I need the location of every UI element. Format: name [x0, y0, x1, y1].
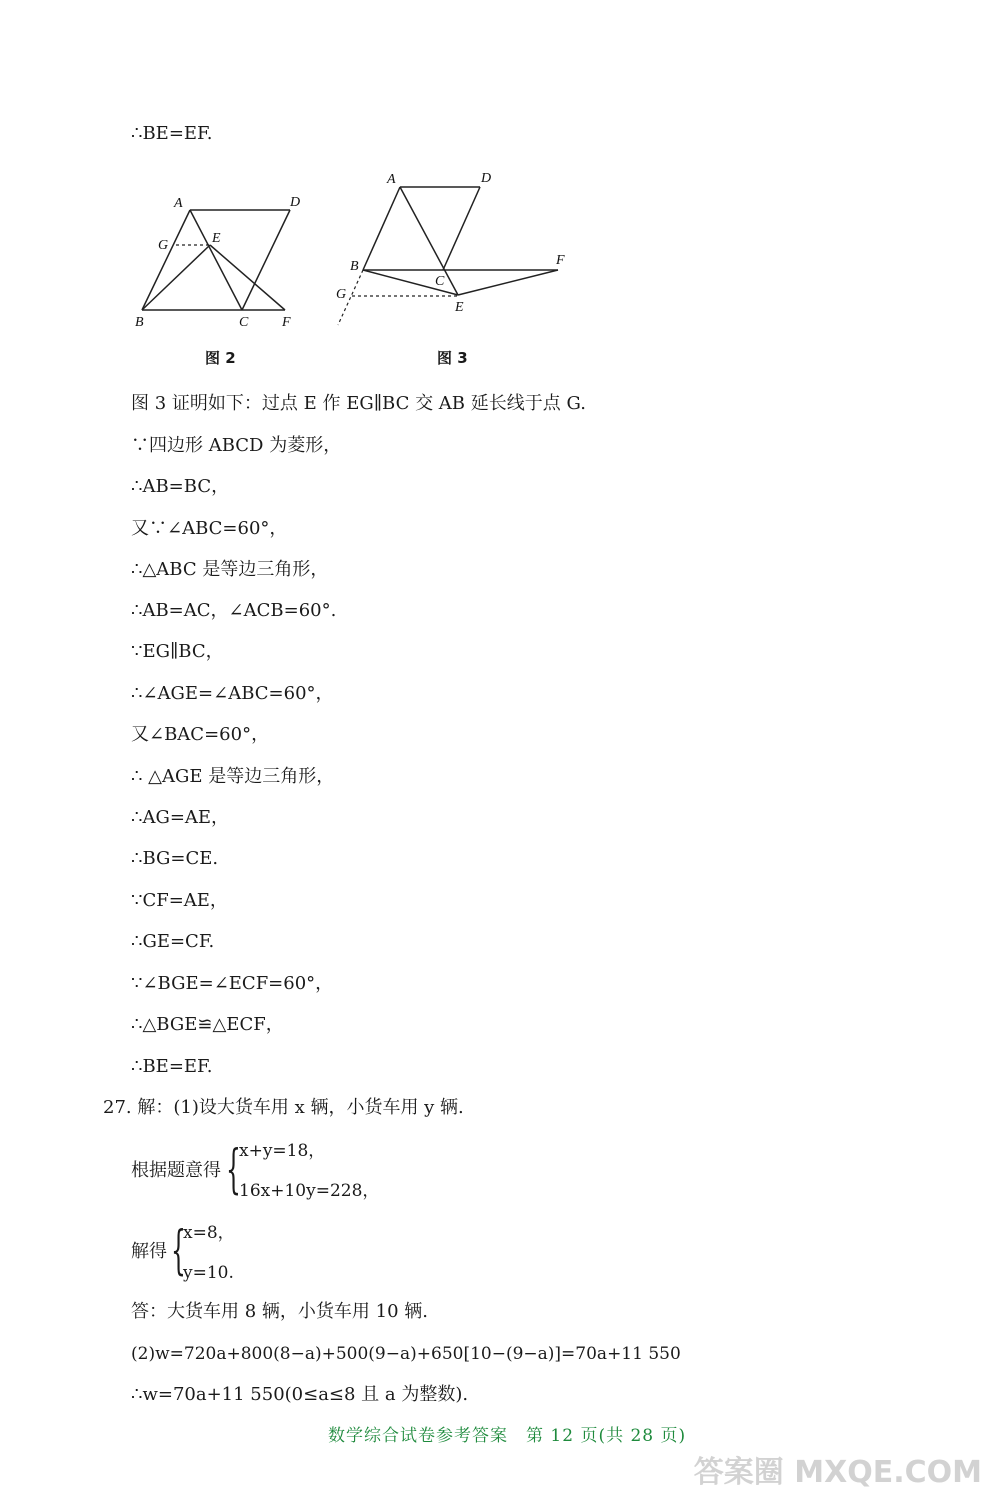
fig3-label-d: D — [481, 171, 492, 186]
proof-line-8: ∴∠AGE=∠ABC=60°， — [131, 683, 334, 704]
proof-line-6: ∴AB=AC，∠ACB=60°. — [131, 600, 337, 621]
fig2-label-c: C — [239, 315, 249, 330]
page-footer: 数学综合试卷参考答案 第 12 页(共 28 页) — [328, 1426, 687, 1446]
q27-solve-eq2: y=10. — [183, 1263, 234, 1283]
fig3-line-ac — [400, 187, 458, 295]
proof-line-17: ∴BE=EF. — [131, 1056, 213, 1077]
fig2-label-f: F — [282, 315, 291, 330]
fig3-caption: 图 3 — [437, 349, 468, 367]
fig3-line-dc — [443, 187, 480, 270]
proof-line-1: 图 3 证明如下：过点 E 作 EG∥BC 交 AB 延长线于点 G. — [131, 393, 586, 414]
fig3-label-b: B — [350, 259, 359, 274]
fig2-label-a: A — [174, 196, 183, 211]
q27-intro: 27. 解：(1)设大货车用 x 辆，小货车用 y 辆. — [103, 1097, 464, 1118]
q27-system-eq2: 16x+10y=228， — [239, 1181, 380, 1201]
fig2-label-d: D — [290, 195, 301, 210]
solution-brace-icon: { — [171, 1221, 186, 1281]
fig2-caption: 图 2 — [205, 349, 236, 367]
q27-answer: 答：大货车用 8 辆，小货车用 10 辆. — [131, 1301, 428, 1322]
proof-line-9: 又∠BAC=60°， — [131, 724, 270, 745]
fig2-line-ab — [142, 210, 190, 310]
fig2-label-e: E — [212, 231, 221, 246]
proof-line-5: ∴△ABC 是等边三角形， — [131, 559, 329, 580]
system-brace-icon: { — [226, 1140, 241, 1200]
q27-solve-label: 解得 — [131, 1241, 167, 1262]
fig2-line-dc — [242, 210, 290, 310]
fig3-label-f: F — [556, 253, 565, 268]
proof-line-10: ∴ △AGE 是等边三角形， — [131, 766, 335, 787]
q27-system-eq1: x+y=18， — [239, 1141, 326, 1161]
fig3-label-g: G — [336, 287, 347, 302]
fig3-line-ef — [458, 270, 558, 295]
fig3-label-e: E — [455, 300, 464, 315]
proof-line-3: ∴AB=BC， — [131, 476, 230, 497]
proof-line-16: ∴△BGE≌△ECF， — [131, 1014, 284, 1035]
proof-line-2: ∵四边形 ABCD 为菱形， — [131, 435, 342, 456]
proof-line-13: ∵CF=AE， — [131, 890, 228, 911]
fig3-label-a: A — [387, 172, 396, 187]
figure-2 — [120, 185, 320, 345]
proof-line-15: ∵∠BGE=∠ECF=60°， — [131, 973, 334, 994]
q27-solve-eq1: x=8， — [183, 1223, 235, 1243]
proof-line-7: ∵EG∥BC， — [131, 641, 224, 662]
fig2-line-ac — [190, 210, 242, 310]
figure-3 — [330, 165, 580, 330]
fig2-label-b: B — [135, 315, 144, 330]
q27-part2-line2: ∴w=70a+11 550(0≤a≤8 且 a 为整数). — [131, 1384, 469, 1405]
fig2-label-g: G — [158, 238, 169, 253]
fig2-line-be — [142, 245, 210, 310]
proof-line-11: ∴AG=AE， — [131, 807, 230, 828]
proof-line-12: ∴BG=CE. — [131, 848, 219, 869]
q27-system-label: 根据题意得 — [131, 1160, 221, 1181]
watermark-logo: 答案圈 MXQE.COM — [693, 1455, 982, 1490]
q27-part2-line1: (2)w=720a+800(8−a)+500(9−a)+650[10−(9−a)]=70a+11 550 — [131, 1344, 681, 1364]
proof-line-4: 又∵∠ABC=60°， — [131, 518, 288, 539]
fig3-line-ab — [363, 187, 400, 270]
fig3-label-c: C — [435, 274, 445, 289]
intro-conclusion: ∴BE=EF. — [131, 123, 213, 144]
proof-line-14: ∴GE=CF. — [131, 931, 215, 952]
